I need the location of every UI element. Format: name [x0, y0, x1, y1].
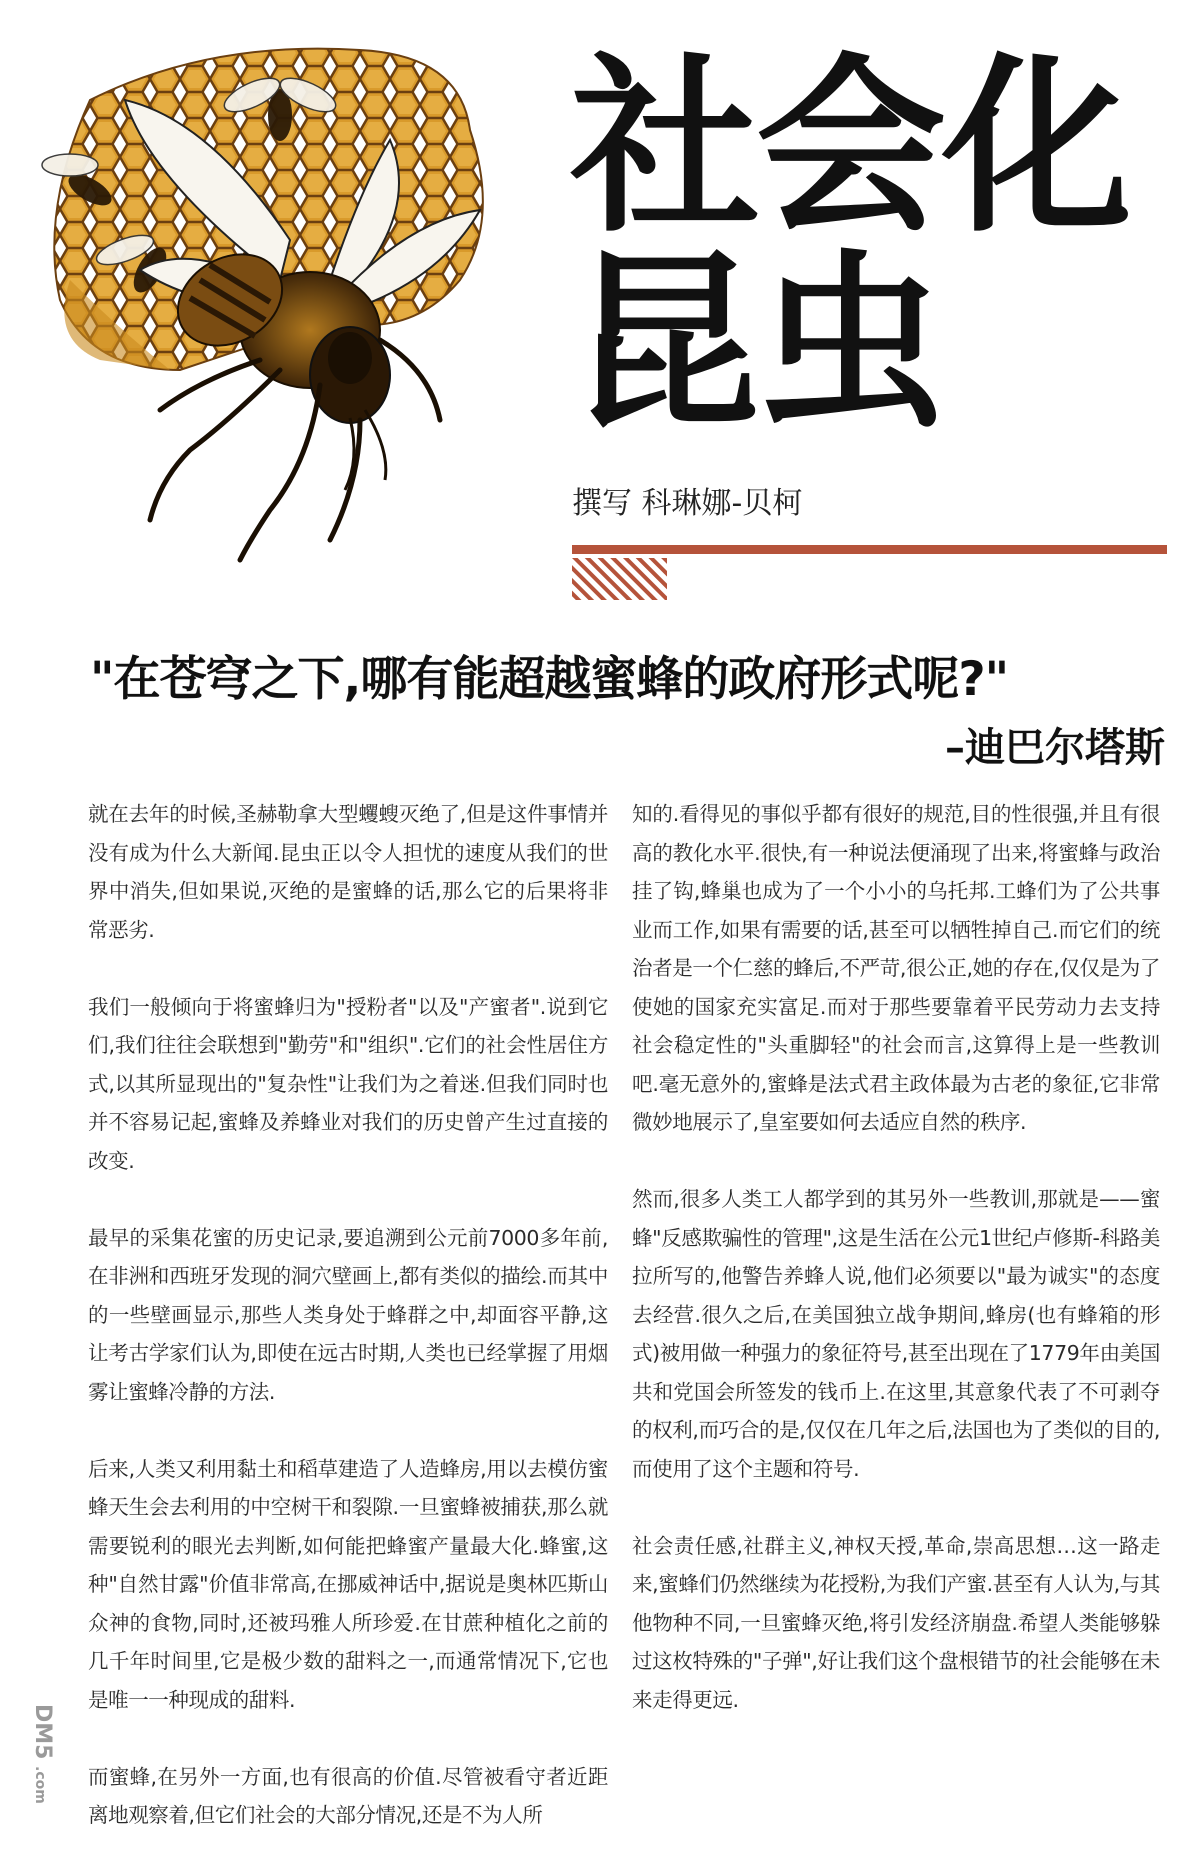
paragraph: 社会责任感,社群主义,神权天授,革命,崇高思想…这一路走来,蜜蜂们仍然继续为花授粉,为我们产蜜.甚至有人认为,与其他物种不同,一旦蜜蜂灭绝,将引发经济崩盘.希望人类能够躲过这枚特殊的"子弹",好让我们这个盘根错节的社会能够在未来走得更远. — [632, 1533, 1160, 1712]
quote-author: –迪巴尔塔斯 — [945, 724, 1165, 771]
watermark-domain: .com — [32, 1766, 48, 1804]
dm5-watermark-logo — [14, 1700, 55, 1840]
paragraph: 最早的采集花蜜的历史记录,要追溯到公元前7000多年前,在非洲和西班牙发现的洞穴壁画上,都有类似的描绘.而其中的一些壁画显示,那些人类身处于蜂群之中,却面容平静,这让考古学家们认为,即使在远古时期,人类也已经掌握了用烟雾让蜜蜂冷静的方法. — [88, 1225, 608, 1404]
article-title — [570, 37, 1170, 454]
pull-quote: "在苍穹之下,哪有能超越蜜蜂的政府形式呢?" — [90, 652, 1009, 707]
right-column — [632, 795, 1160, 1758]
byline: 撰写 科琳娜-贝柯 — [572, 486, 803, 521]
bee-honeycomb-illustration — [30, 40, 550, 620]
paragraph: 而蜜蜂,在另外一方面,也有很高的价值.尽管被看守者近距离地观察着,但它们社会的大部分情况,还是不为人所 — [88, 1764, 608, 1827]
hatch-stripes-icon — [572, 558, 667, 600]
watermark-brand: DM5 — [30, 1704, 55, 1760]
paragraph: 然而,很多人类工人都学到的其另外一些教训,那就是——蜜蜂"反感欺骗性的管理",这是生活在公元1世纪卢修斯-科路美拉所写的,他警告养蜂人说,他们必须要以"最为诚实"的态度去经营.很久之后,在美国独立战争期间,蜂房(也有蜂箱的形式)被用做一种强力的象征符号,甚至出现在了1779年由美国共和党国会所签发的钱币上.在这里,其意象代表了不可剥夺的权利,而巧合的是,仅仅在几年之后,法国也为了类似的目的,而使用了这个主题和符号. — [632, 1187, 1160, 1481]
paragraph: 我们一般倾向于将蜜蜂归为"授粉者"以及"产蜜者".说到它们,我们往往会联想到"勤劳"和"组织".它们的社会性居住方式,以其所显现出的"复杂性"让我们为之着迷.但我们同时也并不容易记起,蜜蜂及养蜂业对我们的历史曾产生过直接的改变. — [88, 994, 608, 1173]
title-line-1: 社会化 — [570, 37, 1129, 258]
paragraph: 后来,人类又利用黏土和稻草建造了人造蜂房,用以去模仿蜜蜂天生会去利用的中空树干和裂隙.一旦蜜蜂被捕获,那么就需要锐利的眼光去判断,如何能把蜂蜜产量最大化.蜂蜜,这种"自然甘露"价值非常高,在挪威神话中,据说是奥林匹斯山众神的食物,同时,还被玛雅人所珍爱.在甘蔗种植化之前的几千年时间里,它是极少数的甜料之一,而通常情况下,它也是唯一一种现成的甜料. — [88, 1456, 608, 1712]
paragraph: 就在去年的时候,圣赫勒拿大型蠼螋灭绝了,但是这件事情并没有成为什么大新闻.昆虫正以令人担忧的速度从我们的世界中消失,但如果说,灭绝的是蜜蜂的话,那么它的后果将非常恶劣. — [88, 802, 608, 942]
accent-divider — [572, 545, 1167, 554]
left-column — [88, 795, 608, 1873]
paragraph: 知的.看得见的事似乎都有很好的规范,目的性很强,并且有很高的教化水平.很快,有一种说法便涌现了出来,将蜜蜂与政治挂了钩,蜂巢也成为了一个小小的乌托邦.工蜂们为了公共事业而工作,如果有需要的话,甚至可以牺牲掉自己.而它们的统治者是一个仁慈的蜂后,不严苛,很公正,她的存在,仅仅是为了使她的国家充实富足.而对于那些要靠着平民劳动力去支持社会稳定性的"头重脚轻"的社会而言,这算得上是一些教训吧.毫无意外的,蜜蜂是法式君主政体最为古老的象征,它非常微妙地展示了,皇室要如何去适应自然的秩序. — [632, 802, 1160, 1134]
title-line-2: 昆虫 — [570, 233, 943, 454]
